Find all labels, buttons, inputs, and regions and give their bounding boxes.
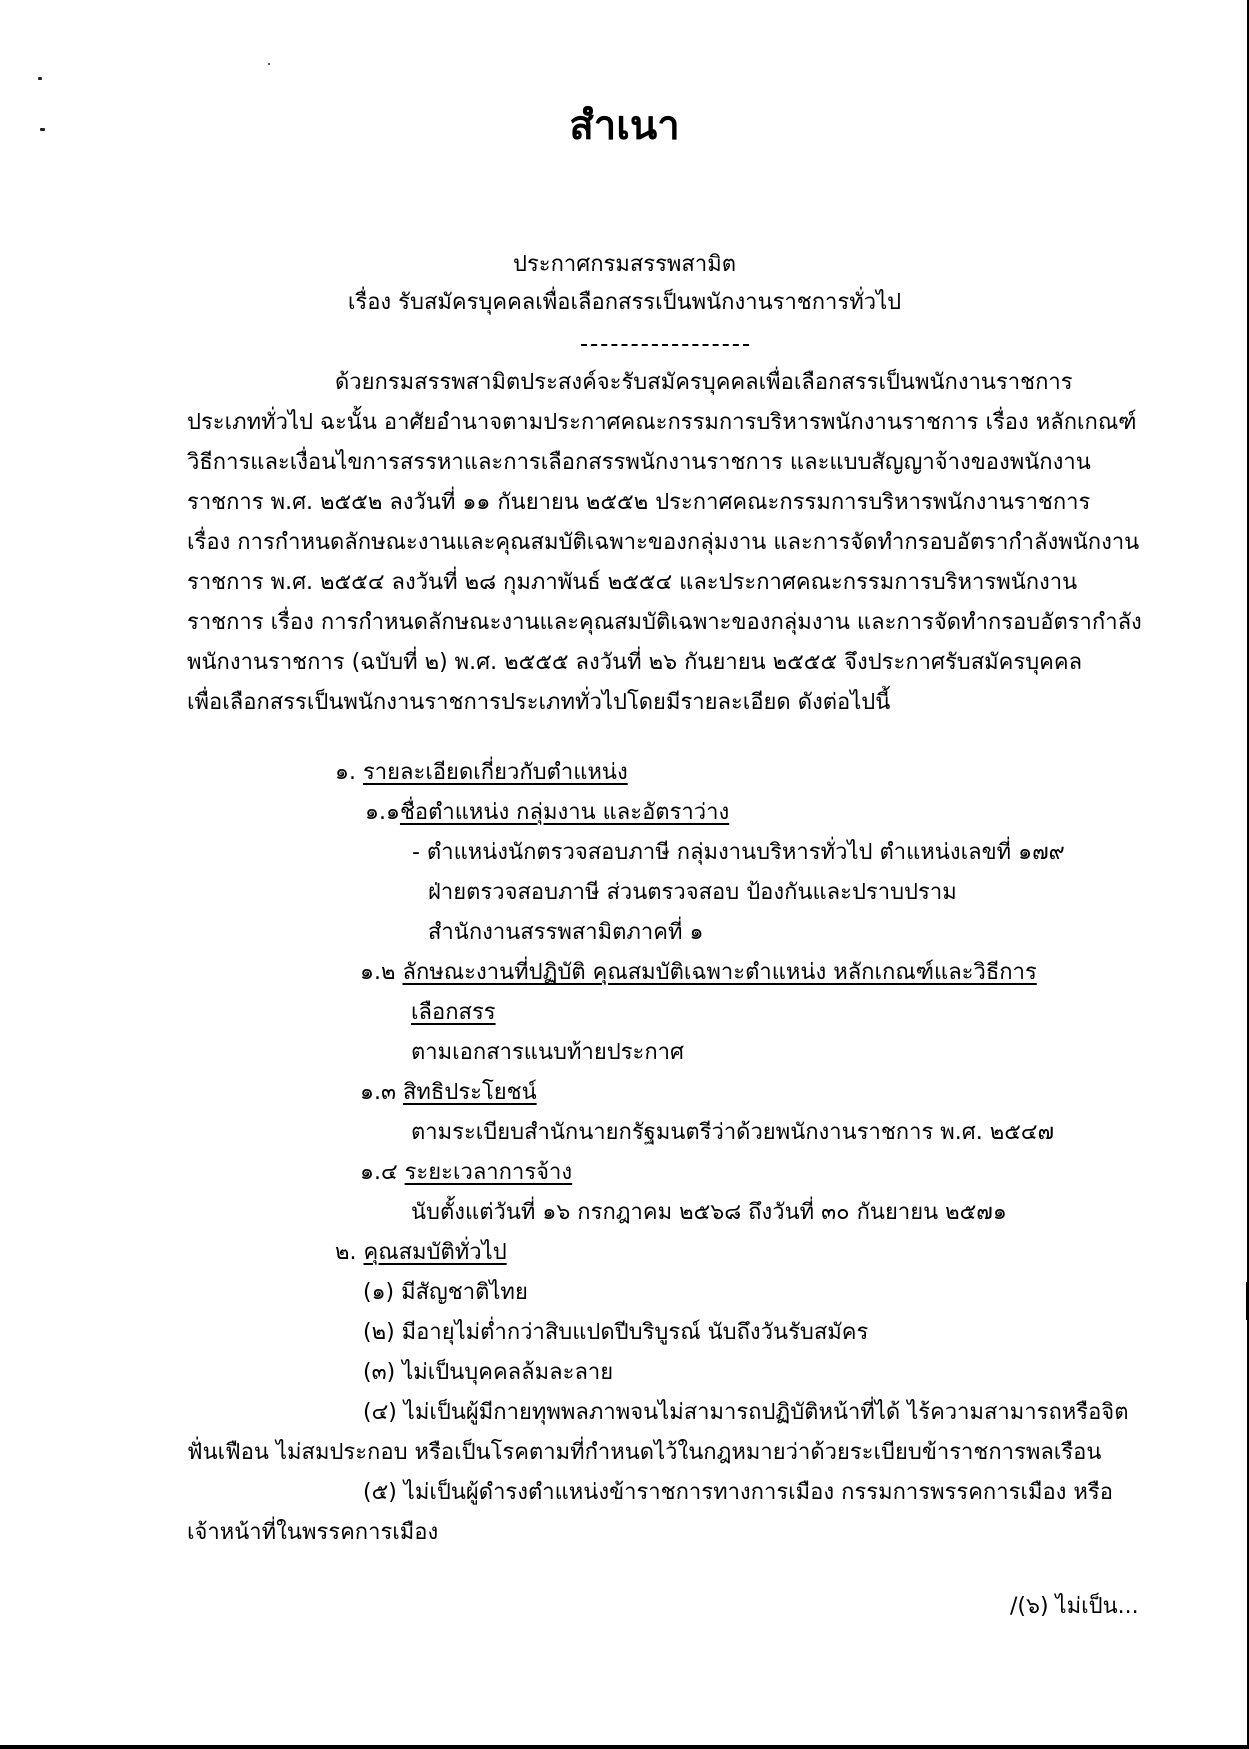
announcement-subject: เรื่อง รับสมัครบุคคลเพื่อเลือกสรรเป็นพนักงานราชการทั่วไป [347,290,902,315]
section-title: คุณสมบัติทั่วไป [363,1240,507,1265]
intro-line: วิธีการและเงื่อนไขการสรรหาและการเลือกสรรพนักงานราชการ และแบบสัญญาจ้างของพนักงาน [187,450,1091,475]
subsection-title: สิทธิประโยชน์ [403,1080,537,1105]
position-detail-line: ฝ่ายตรวจสอบภาษี ส่วนตรวจสอบ ป้องกันและปราบปราม [428,880,957,905]
intro-line: ประเภททั่วไป ฉะนั้น อาศัยอำนาจตามประกาศคณะกรรมการบริหารพนักงานราชการ เรื่อง หลักเกณฑ์ [187,410,1137,435]
qualification-item: (๓) ไม่เป็นบุคคลล้มละลาย [363,1360,614,1385]
qualification-item-continued: ฟั่นเฟือน ไม่สมประกอบ หรือเป็นโรคตามที่กำหนดไว้ในกฎหมายว่าด้วยระเบียบข้าราชการพลเรือน [187,1440,1102,1465]
subsection-1-1-heading [365,796,729,830]
section-1-heading [335,756,628,790]
position-detail-line: - ตำแหน่งนักตรวจสอบภาษี กลุ่มงานบริหารทั่วไป ตำแหน่งเลขที่ ๑๗๙ [412,840,1065,865]
intro-line: เพื่อเลือกสรรเป็นพนักงานราชการประเภททั่วไปโดยมีรายละเอียด ดังต่อไปนี้ [187,690,891,715]
intro-line: เรื่อง การกำหนดลักษณะงานและคุณสมบัติเฉพาะของกลุ่มงาน และการจัดทำกรอบอัตรากำลังพนักงาน [187,530,1140,555]
qualification-item: (๔) ไม่เป็นผู้มีกายทุพพลภาพจนไม่สามารถปฏิบัติหน้าที่ได้ ไร้ความสามารถหรือจิต [363,1400,1129,1425]
section-title: รายละเอียดเกี่ยวกับตำแหน่ง [362,760,628,785]
subsection-body: ตามระเบียบสำนักนายกรัฐมนตรีว่าด้วยพนักงานราชการ พ.ศ. ๒๕๔๗ [411,1120,1055,1145]
intro-line: ราชการ เรื่อง การกำหนดลักษณะงานและคุณสมบัติเฉพาะของกลุ่มงาน และการจัดทำกรอบอัตรากำลัง [187,610,1142,635]
intro-line: พนักงานราชการ (ฉบับที่ ๒) พ.ศ. ๒๕๕๕ ลงวันที่ ๒๖ กันยายน ๒๕๕๕ จึงประกาศรับสมัครบุคคล [187,650,1083,675]
subsection-body: ตามเอกสารแนบท้ายประกาศ [411,1040,684,1065]
subsection-title: ระยะเวลาการจ้าง [404,1160,573,1185]
qualification-item: (๕) ไม่เป็นผู้ดำรงตำแหน่งข้าราชการทางการเมือง กรรมการพรรคการเมือง หรือ [363,1480,1113,1505]
subsection-number: ๑.๒ [360,960,396,985]
subsection-1-4-heading [360,1156,572,1190]
scan-speck [268,63,270,65]
intro-line: ด้วยกรมสรรพสามิตประสงค์จะรับสมัครบุคคลเพื่อเลือกสรรเป็นพนักงานราชการ [335,370,1073,395]
subsection-1-3-heading [360,1076,537,1110]
subsection-number: ๑.๓ [360,1080,396,1105]
copy-stamp-title: สำเนา [569,103,680,149]
subsection-title: ชื่อตำแหน่ง กลุ่มงาน และอัตราว่าง [399,800,730,825]
subsection-title: ลักษณะงานที่ปฏิบัติ คุณสมบัติเฉพาะตำแหน่ง หลักเกณฑ์และวิธีการ [402,960,1037,985]
section-number: ๒. [335,1240,357,1265]
section-2-heading [335,1236,507,1270]
continued-on-next-page: /(๖) ไม่เป็น... [1010,1594,1139,1619]
intro-line: ราชการ พ.ศ. ๒๕๕๒ ลงวันที่ ๑๑ กันยายน ๒๕๕๒ ประกาศคณะกรรมการบริหารพนักงานราชการ [187,490,1091,515]
qualification-item: (๑) มีสัญชาติไทย [363,1280,528,1305]
scan-speck [38,77,42,80]
announcement-org: ประกาศกรมสรรพสามิต [512,252,736,277]
section-number: ๑. [335,760,356,785]
subsection-number: ๑.๑ [365,800,400,825]
qualification-item-continued: เจ้าหน้าที่ในพรรคการเมือง [187,1520,439,1545]
header-divider [581,344,749,346]
intro-line: ราชการ พ.ศ. ๒๕๕๔ ลงวันที่ ๒๘ กุมภาพันธ์ ๒๕๕๔ และประกาศคณะกรรมการบริหารพนักงาน [187,570,1078,595]
subsection-1-2-heading [360,956,1037,990]
subsection-body: นับตั้งแต่วันที่ ๑๖ กรกฎาคม ๒๕๖๘ ถึงวันที่ ๓๐ กันยายน ๒๕๗๑ [411,1200,1007,1225]
position-detail-line: สำนักงานสรรพสามิตภาคที่ ๑ [428,920,704,945]
subsection-title-continued: เลือกสรร [411,1000,496,1025]
subsection-number: ๑.๔ [360,1160,398,1185]
qualification-item: (๒) มีอายุไม่ต่ำกว่าสิบแปดปีบริบูรณ์ นับถึงวันรับสมัคร [363,1320,869,1345]
